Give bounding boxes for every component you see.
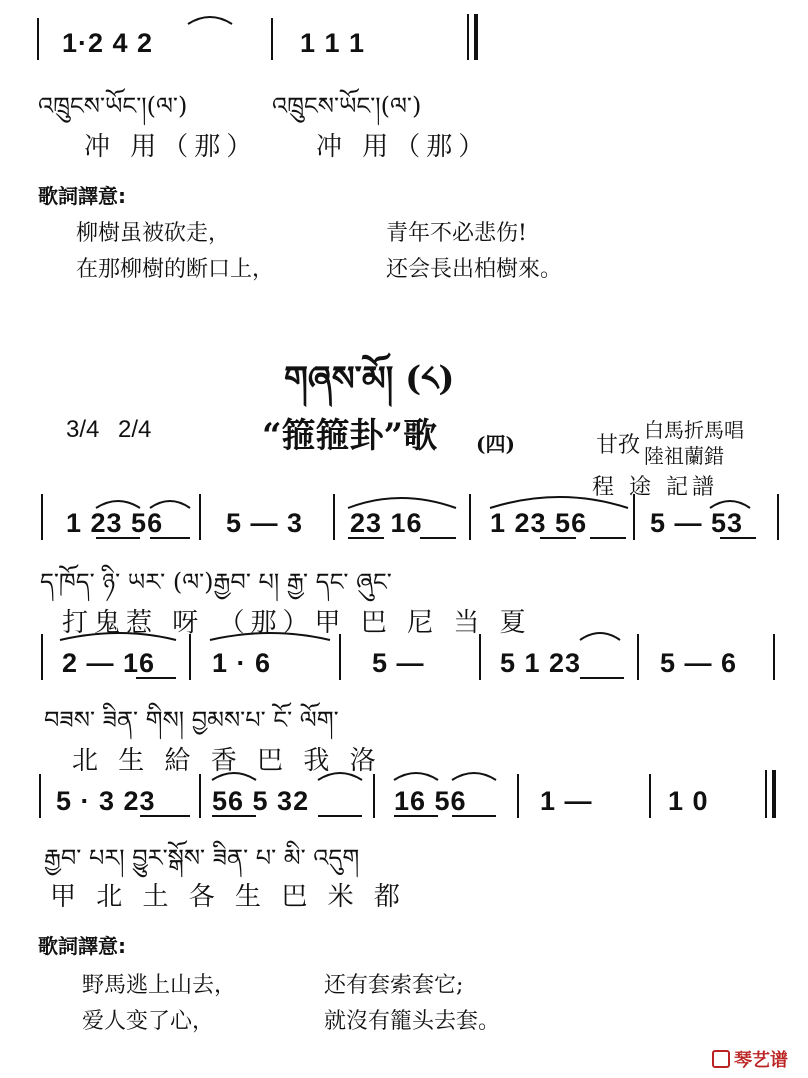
tibetan-lyric: རྒྱབ་ པར། བྱུར་སྒོས་ ཟིན་ པ་ མི་ འདུག bbox=[44, 844, 360, 872]
measure-notes: 1 0 bbox=[668, 786, 709, 816]
measure-notes: 56 5 32 bbox=[212, 786, 310, 816]
translation-header: 歌詞譯意: bbox=[38, 184, 126, 208]
tibetan-lyric: བཟས་ ཟིན་ གིས། བྱམས་པ་ ངོ་ ལོག་ bbox=[44, 706, 339, 734]
watermark-text: 琴艺谱 bbox=[734, 1050, 788, 1071]
translation-line: 还有套索套它; bbox=[324, 973, 464, 998]
measure-notes: 1·2 4 2 bbox=[62, 28, 154, 58]
singers: 白馬折馬唱 bbox=[644, 418, 744, 442]
song-title: “箍箍卦”歌 bbox=[262, 416, 438, 456]
chinese-lyric: 北 生 給 香 巴 我 洛 bbox=[72, 746, 382, 776]
chinese-lyric: 冲 用（那） bbox=[316, 132, 491, 162]
notation-credit: 程 途 記譜 bbox=[592, 475, 718, 500]
measure-notes: 2 — 16 bbox=[62, 648, 156, 678]
measure-notes: 1 1 1 bbox=[300, 28, 366, 58]
measure-notes: 5 — bbox=[372, 648, 425, 678]
translation-line: 还会長出柏樹來。 bbox=[386, 257, 563, 282]
measure-notes: 1 23 56 bbox=[490, 508, 588, 538]
tibetan-lyric: འཁྲུངས་ཡོང་།(ལ་) bbox=[272, 92, 422, 120]
region: 甘孜 bbox=[596, 433, 641, 458]
translation-line: 野馬逃上山去， bbox=[82, 973, 237, 998]
measure-notes: 16 56 bbox=[394, 786, 467, 816]
slur bbox=[96, 501, 140, 508]
measure-notes: 1 23 56 bbox=[66, 508, 164, 538]
piano-logo-icon bbox=[712, 1050, 730, 1068]
singers-line2: 陸祖蘭錯 bbox=[644, 444, 724, 468]
slur bbox=[348, 498, 456, 508]
translation-line: 爱人变了心， bbox=[82, 1009, 215, 1034]
tibetan-lyric: འཁྲུངས་ཡོང་།(ལ་) bbox=[38, 92, 188, 120]
measure-notes: 23 16 bbox=[350, 508, 423, 538]
measure-notes: 1 — bbox=[540, 786, 593, 816]
translation-line: 就沒有籠头去套。 bbox=[324, 1009, 501, 1034]
measure-notes: 1 · 6 bbox=[212, 648, 272, 678]
measure-notes: 5 1 23 bbox=[500, 648, 582, 678]
chinese-lyric: 甲 北 土 各 生 巴 米 都 bbox=[50, 882, 406, 912]
translation-line: 青年不必悲伤! bbox=[386, 221, 527, 246]
translation-header: 歌詞譯意: bbox=[38, 934, 126, 958]
slur bbox=[188, 17, 232, 24]
chinese-lyric: 冲 用（那） bbox=[84, 132, 259, 162]
translation-line: 在那柳樹的断口上， bbox=[76, 257, 275, 282]
tibetan-lyric: ད་ཁོད་ ཉི་ ཡར་ (ལ་)རྒྱབ་ པ། རྒྱ་ དང་ ཞུང་ bbox=[40, 568, 392, 596]
measure-notes: 5 — 6 bbox=[660, 648, 738, 678]
slur bbox=[580, 633, 620, 640]
song-number: (四) bbox=[476, 432, 515, 456]
time-signature: 2/4 bbox=[118, 416, 152, 443]
chinese-lyric: 打鬼惹 呀 （那）甲 巴 尼 当 夏 bbox=[62, 608, 532, 638]
watermark bbox=[712, 1046, 788, 1072]
measure-notes: 5 — 53 bbox=[650, 508, 744, 538]
slur bbox=[452, 773, 496, 780]
translation-line: 柳樹虽被砍走， bbox=[76, 221, 231, 246]
time-signature: 3/4 bbox=[66, 416, 100, 443]
slur bbox=[394, 773, 438, 780]
tibetan-title: གཞས་མོ། (༨) bbox=[284, 359, 455, 399]
slur bbox=[710, 501, 750, 508]
measure-notes: 5 — 3 bbox=[226, 508, 304, 538]
slur bbox=[150, 501, 190, 508]
measure-notes: 5 · 3 23 bbox=[56, 786, 156, 816]
